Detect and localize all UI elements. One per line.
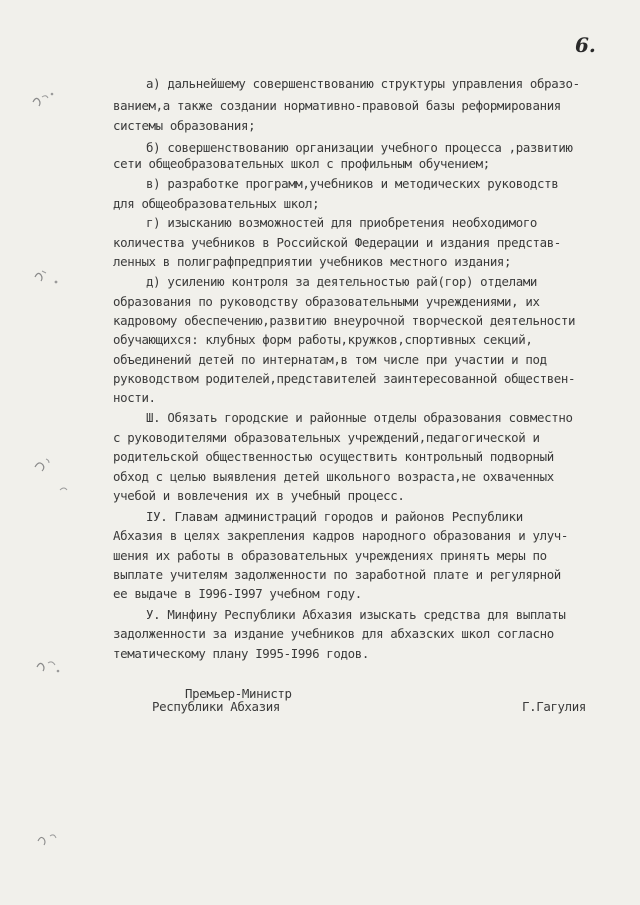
page-number: 6. (575, 33, 596, 57)
text-line: д) усилению контроля за деятельностью рай(гор) отделами (146, 274, 538, 289)
punch-mark-icon (30, 88, 60, 110)
text-line: б) совершенствованию организации учебного процесса ,развитию (146, 140, 573, 155)
punch-mark-icon (34, 828, 64, 850)
text-line: с руководителями образовательных учреждений,педагогической и (113, 430, 540, 445)
text-line: У. Минфину Республики Абхазия изыскать средства для выплаты (146, 607, 566, 622)
text-line: выплате учителям задолженности по заработной плате и регулярной (113, 567, 561, 582)
text-line: Ш. Обязать городские и районные отделы образования совместно (146, 410, 573, 425)
text-line: ности. (113, 390, 156, 405)
text-line: обучающихся: клубных форм работы,кружков,спортивных секций, (113, 332, 533, 347)
text-line: родительской общественностью осуществить контрольный подворный (113, 449, 554, 464)
text-line: ленных в полиграфпредприятии учебников местного издания; (113, 254, 512, 269)
text-line: а) дальнейшему совершенствованию структуры управления образо- (146, 76, 580, 91)
text-line: кадровому обеспечению,развитию внеурочной творческой деятельности (113, 313, 576, 328)
text-line: ванием,а также создании нормативно-правовой базы реформирования (113, 98, 561, 113)
text-line: в) разработке программ,учебников и методических руководств (146, 176, 559, 191)
text-line: обход с целью выявления детей школьного возраста,не охваченных (113, 469, 554, 484)
signatory-title-line1: Премьер-Министр (185, 686, 292, 701)
text-line: Абхазия в целях закрепления кадров народного образования и улуч- (113, 528, 569, 543)
text-line: ее выдаче в I996-I997 учебном году. (113, 586, 362, 601)
text-line: руководством родителей,представителей заинтересованной обществен- (113, 371, 576, 386)
text-line: IУ. Главам администраций городов и районов Республики (146, 509, 523, 524)
punch-mark-icon (56, 480, 86, 502)
text-line: г) изысканию возможностей для приобретения необходимого (146, 215, 538, 230)
text-line: образования по руководству образовательными учреждениями, их (113, 294, 540, 309)
text-line: шения их работы в образовательных учреждениях принять меры по (113, 548, 547, 563)
punch-mark-icon (32, 265, 62, 287)
text-line: задолженности за издание учебников для абхазских школ согласно (113, 626, 554, 641)
text-line: сети общеобразовательных школ с профильным обучением; (113, 156, 490, 171)
text-line: тематическому плану I995-I996 годов. (113, 646, 369, 661)
signatory-title-line2: Республики Абхазия (152, 699, 280, 714)
punch-mark-icon (32, 455, 62, 477)
text-line: системы образования; (113, 118, 256, 133)
text-line: объединений детей по интернатам,в том числе при участии и под (113, 352, 547, 367)
text-line: учебой и вовлечения их в учебный процесс. (113, 488, 405, 503)
signatory-name: Г.Гагулия (522, 699, 586, 714)
text-line: количества учебников в Российской Федерации и издания представ- (113, 235, 561, 250)
punch-mark-icon (34, 655, 64, 677)
text-line: для общеобразовательных школ; (113, 196, 320, 211)
